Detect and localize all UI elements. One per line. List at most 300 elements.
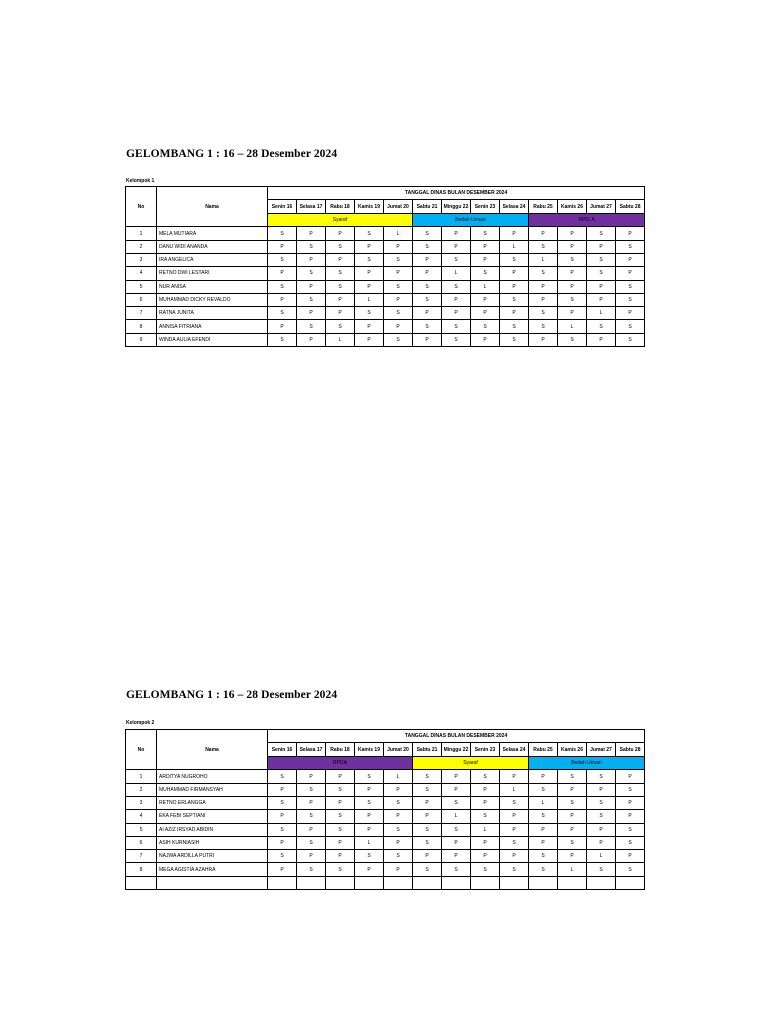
row-name: MEGA AGISTIA AZAHRA: [157, 863, 268, 876]
shift-cell: S: [297, 240, 326, 253]
shift-cell: S: [529, 783, 558, 796]
header-day: Selasa 24: [500, 200, 529, 214]
header-no: No: [126, 187, 157, 227]
shift-cell: S: [297, 320, 326, 333]
shift-cell: P: [413, 307, 442, 320]
shift-cell: S: [413, 293, 442, 306]
shift-cell: [384, 876, 413, 889]
shift-cell: P: [587, 333, 616, 346]
row-name: AI AZIZ IRSYAD ABIDIN: [157, 823, 268, 836]
shift-cell: S: [326, 320, 355, 333]
shift-cell: S: [587, 267, 616, 280]
shift-cell: P: [355, 267, 384, 280]
header-day: Selasa 17: [297, 743, 326, 757]
table-row: [126, 307, 645, 320]
row-name: RATNA JUNITA: [157, 307, 268, 320]
shift-cell: P: [558, 267, 587, 280]
shift-cell: P: [529, 823, 558, 836]
shift-cell: P: [500, 227, 529, 240]
row-name: ANNISA FITRIANA: [157, 320, 268, 333]
row-name: IRA ANGELICA: [157, 253, 268, 266]
table-row: [126, 227, 645, 240]
shift-cell: P: [558, 240, 587, 253]
shift-cell: S: [529, 810, 558, 823]
shift-cell: P: [471, 293, 500, 306]
shift-cell: S: [442, 333, 471, 346]
shift-cell: P: [355, 280, 384, 293]
shift-cell: S: [413, 863, 442, 876]
shift-cell: S: [355, 227, 384, 240]
row-no: 8: [126, 320, 157, 333]
shift-cell: P: [355, 240, 384, 253]
shift-cell: P: [616, 253, 645, 266]
row-no: 2: [126, 783, 157, 796]
row-no: 5: [126, 280, 157, 293]
header-day: Sabtu 21: [413, 200, 442, 214]
header-day: Minggu 22: [442, 743, 471, 757]
header-day: Sabtu 28: [616, 743, 645, 757]
shift-cell: S: [587, 320, 616, 333]
shift-cell: P: [442, 293, 471, 306]
shift-cell: S: [500, 333, 529, 346]
table-row: [126, 863, 645, 876]
shift-cell: S: [268, 280, 297, 293]
table-row: [126, 253, 645, 266]
shift-cell: P: [442, 770, 471, 783]
shift-cell: P: [326, 307, 355, 320]
shift-cell: [529, 876, 558, 889]
shift-cell: P: [442, 307, 471, 320]
shift-cell: S: [297, 836, 326, 849]
shift-cell: L: [529, 253, 558, 266]
shift-cell: L: [384, 227, 413, 240]
shift-cell: S: [471, 863, 500, 876]
header-day: Jumat 20: [384, 743, 413, 757]
header-day: Rabu 18: [326, 200, 355, 214]
shift-cell: P: [616, 307, 645, 320]
shift-cell: L: [355, 836, 384, 849]
shift-cell: S: [616, 293, 645, 306]
shift-cell: P: [529, 293, 558, 306]
header-row: [126, 730, 645, 743]
shift-cell: [326, 876, 355, 889]
shift-cell: S: [616, 280, 645, 293]
header-day: Senin 16: [268, 200, 297, 214]
shift-cell: [297, 876, 326, 889]
shift-cell: S: [529, 240, 558, 253]
shift-cell: S: [355, 770, 384, 783]
row-no: 3: [126, 253, 157, 266]
header-name: Nama: [157, 187, 268, 227]
shift-cell: S: [268, 253, 297, 266]
shift-cell: P: [413, 267, 442, 280]
shift-cell: L: [355, 293, 384, 306]
shift-cell: [500, 876, 529, 889]
shift-cell: S: [297, 783, 326, 796]
shift-cell: P: [297, 333, 326, 346]
shift-cell: P: [616, 267, 645, 280]
shift-cell: P: [297, 770, 326, 783]
shift-cell: S: [297, 810, 326, 823]
unit-band: Syaraf: [413, 757, 529, 770]
shift-cell: L: [500, 240, 529, 253]
shift-cell: S: [558, 836, 587, 849]
row-no: 1: [126, 227, 157, 240]
shift-cell: S: [355, 850, 384, 863]
shift-cell: P: [268, 783, 297, 796]
shift-cell: P: [587, 293, 616, 306]
row-name: EKA FEBI SEPTIANI: [157, 810, 268, 823]
header-day: Minggu 22: [442, 200, 471, 214]
unit-band: Bedah Umum: [413, 214, 529, 227]
table-row: [126, 783, 645, 796]
shift-cell: S: [326, 810, 355, 823]
shift-cell: P: [268, 810, 297, 823]
shift-cell: S: [529, 850, 558, 863]
shift-cell: S: [471, 267, 500, 280]
header-day: Senin 23: [471, 743, 500, 757]
header-day: Kamis 19: [355, 743, 384, 757]
shift-cell: P: [616, 227, 645, 240]
shift-cell: S: [587, 227, 616, 240]
shift-cell: S: [413, 240, 442, 253]
shift-cell: S: [384, 823, 413, 836]
shift-cell: S: [442, 823, 471, 836]
shift-cell: S: [442, 320, 471, 333]
shift-cell: P: [355, 783, 384, 796]
header-day: Selasa 24: [500, 743, 529, 757]
row-no: 4: [126, 267, 157, 280]
header-row: [126, 187, 645, 200]
shift-cell: S: [529, 863, 558, 876]
shift-cell: S: [326, 240, 355, 253]
shift-cell: P: [616, 810, 645, 823]
shift-cell: P: [471, 796, 500, 809]
header-day: Rabu 25: [529, 200, 558, 214]
shift-cell: P: [529, 836, 558, 849]
shift-cell: S: [326, 280, 355, 293]
roster-table: [125, 729, 645, 890]
table-row: [126, 240, 645, 253]
row-no: 5: [126, 823, 157, 836]
shift-cell: [616, 876, 645, 889]
shift-cell: S: [326, 863, 355, 876]
shift-cell: S: [558, 333, 587, 346]
shift-cell: S: [587, 796, 616, 809]
shift-cell: S: [558, 293, 587, 306]
shift-cell: P: [442, 836, 471, 849]
shift-cell: S: [413, 320, 442, 333]
shift-cell: P: [587, 823, 616, 836]
table-row: [126, 293, 645, 306]
shift-cell: S: [268, 333, 297, 346]
shift-cell: P: [587, 240, 616, 253]
shift-cell: P: [384, 293, 413, 306]
shift-cell: S: [558, 770, 587, 783]
shift-cell: S: [413, 227, 442, 240]
shift-cell: P: [442, 850, 471, 863]
row-name: MELA MUTIARA: [157, 227, 268, 240]
shift-cell: P: [587, 783, 616, 796]
header-day: Kamis 26: [558, 743, 587, 757]
shift-cell: P: [384, 320, 413, 333]
shift-cell: P: [297, 823, 326, 836]
table-row: [126, 850, 645, 863]
shift-cell: S: [268, 796, 297, 809]
shift-cell: P: [413, 333, 442, 346]
row-name: NUR ANISA: [157, 280, 268, 293]
shift-cell: P: [268, 320, 297, 333]
header-day: Senin 16: [268, 743, 297, 757]
shift-cell: L: [558, 863, 587, 876]
shift-cell: S: [384, 307, 413, 320]
shift-cell: P: [471, 783, 500, 796]
shift-cell: P: [326, 770, 355, 783]
shift-cell: S: [558, 796, 587, 809]
table-row: [126, 770, 645, 783]
shift-cell: S: [355, 307, 384, 320]
shift-cell: P: [558, 307, 587, 320]
shift-cell: P: [500, 267, 529, 280]
shift-cell: P: [413, 850, 442, 863]
shift-cell: S: [471, 320, 500, 333]
row-name: MUHAMMAD DICKY REVALDO: [157, 293, 268, 306]
shift-cell: S: [529, 320, 558, 333]
shift-cell: S: [500, 293, 529, 306]
shift-cell: S: [355, 253, 384, 266]
shift-cell: P: [297, 850, 326, 863]
section-title: GELOMBANG 1 : 16 – 28 Desember 2024: [126, 689, 338, 701]
shift-cell: S: [413, 823, 442, 836]
shift-cell: S: [326, 267, 355, 280]
shift-cell: P: [384, 240, 413, 253]
shift-cell: [355, 876, 384, 889]
shift-cell: S: [616, 823, 645, 836]
shift-cell: S: [471, 227, 500, 240]
shift-cell: S: [297, 267, 326, 280]
shift-cell: P: [384, 810, 413, 823]
shift-cell: P: [529, 333, 558, 346]
shift-cell: P: [471, 850, 500, 863]
shift-cell: S: [471, 810, 500, 823]
shift-cell: S: [268, 307, 297, 320]
shift-cell: P: [297, 796, 326, 809]
shift-cell: S: [413, 280, 442, 293]
shift-cell: P: [268, 836, 297, 849]
shift-cell: P: [297, 280, 326, 293]
table-row: [126, 810, 645, 823]
row-name: NAJWA ARDILLA PUTRI: [157, 850, 268, 863]
shift-cell: S: [616, 240, 645, 253]
shift-cell: L: [587, 307, 616, 320]
shift-cell: L: [529, 796, 558, 809]
shift-cell: P: [616, 850, 645, 863]
table-row: [126, 320, 645, 333]
header-day: Sabtu 21: [413, 743, 442, 757]
shift-cell: L: [384, 770, 413, 783]
shift-cell: P: [558, 850, 587, 863]
shift-cell: L: [500, 783, 529, 796]
shift-cell: S: [384, 333, 413, 346]
shift-cell: S: [268, 850, 297, 863]
header-name: Nama: [157, 730, 268, 770]
shift-cell: L: [442, 810, 471, 823]
row-name: DANU WIDI ANANDA: [157, 240, 268, 253]
shift-cell: P: [384, 267, 413, 280]
shift-cell: S: [616, 320, 645, 333]
row-no: 1: [126, 770, 157, 783]
shift-cell: S: [442, 280, 471, 293]
shift-cell: P: [326, 253, 355, 266]
shift-cell: P: [413, 796, 442, 809]
shift-cell: S: [355, 796, 384, 809]
shift-cell: S: [587, 770, 616, 783]
row-no: [126, 876, 157, 889]
row-name: WINDA AULIA EFENDI: [157, 333, 268, 346]
shift-cell: P: [558, 280, 587, 293]
shift-cell: S: [326, 823, 355, 836]
shift-cell: S: [529, 267, 558, 280]
row-name: ARDITYA NUGROHO: [157, 770, 268, 783]
shift-cell: S: [500, 836, 529, 849]
shift-cell: S: [500, 320, 529, 333]
shift-cell: [442, 876, 471, 889]
shift-cell: S: [442, 796, 471, 809]
shift-cell: P: [326, 836, 355, 849]
row-no: 8: [126, 863, 157, 876]
shift-cell: S: [616, 836, 645, 849]
shift-cell: [587, 876, 616, 889]
shift-cell: P: [587, 836, 616, 849]
shift-cell: P: [558, 810, 587, 823]
unit-band: RPD. A: [529, 214, 645, 227]
section-title: GELOMBANG 1 : 16 – 28 Desember 2024: [126, 148, 338, 160]
shift-cell: S: [384, 796, 413, 809]
shift-cell: [413, 876, 442, 889]
shift-cell: S: [616, 863, 645, 876]
shift-cell: S: [326, 783, 355, 796]
row-no: 7: [126, 850, 157, 863]
shift-cell: P: [500, 307, 529, 320]
shift-cell: P: [500, 823, 529, 836]
shift-cell: S: [500, 796, 529, 809]
shift-cell: P: [268, 240, 297, 253]
shift-cell: P: [500, 850, 529, 863]
header-day: Jumat 27: [587, 743, 616, 757]
shift-cell: P: [355, 320, 384, 333]
shift-cell: P: [355, 863, 384, 876]
shift-cell: S: [616, 783, 645, 796]
shift-cell: P: [355, 810, 384, 823]
shift-cell: P: [413, 810, 442, 823]
header-date-range: TANGGAL DINAS BULAN DESEMBER 2024: [268, 187, 645, 200]
row-no: 4: [126, 810, 157, 823]
shift-cell: S: [529, 307, 558, 320]
header-day: Jumat 20: [384, 200, 413, 214]
shift-cell: P: [442, 227, 471, 240]
header-no: No: [126, 730, 157, 770]
table-row: [126, 823, 645, 836]
shift-cell: [471, 876, 500, 889]
header-day: Rabu 18: [326, 743, 355, 757]
shift-cell: P: [500, 770, 529, 783]
row-no: 6: [126, 836, 157, 849]
table-row: [126, 796, 645, 809]
shift-cell: S: [268, 227, 297, 240]
shift-cell: P: [500, 280, 529, 293]
shift-cell: S: [442, 863, 471, 876]
roster-table: [125, 186, 645, 347]
shift-cell: S: [442, 253, 471, 266]
shift-cell: S: [500, 253, 529, 266]
shift-cell: P: [616, 770, 645, 783]
unit-band: RPDA: [268, 757, 413, 770]
table-row: [126, 333, 645, 346]
shift-cell: P: [442, 240, 471, 253]
shift-cell: P: [616, 796, 645, 809]
shift-cell: P: [297, 227, 326, 240]
shift-cell: S: [471, 770, 500, 783]
shift-cell: [558, 876, 587, 889]
shift-cell: P: [355, 333, 384, 346]
row-name: ASIH KURNIASIH: [157, 836, 268, 849]
unit-band: Bedah Umum: [529, 757, 645, 770]
shift-cell: P: [297, 307, 326, 320]
shift-cell: S: [413, 783, 442, 796]
shift-cell: S: [587, 253, 616, 266]
row-name: [157, 876, 268, 889]
header-day: Sabtu 28: [616, 200, 645, 214]
shift-cell: L: [471, 823, 500, 836]
shift-cell: P: [558, 823, 587, 836]
shift-cell: P: [500, 810, 529, 823]
shift-cell: P: [587, 280, 616, 293]
header-day: Rabu 25: [529, 743, 558, 757]
row-name: RETNO DWI LESTARI: [157, 267, 268, 280]
row-no: 7: [126, 307, 157, 320]
shift-cell: P: [471, 307, 500, 320]
header-date-range: TANGGAL DINAS BULAN DESEMBER 2024: [268, 730, 645, 743]
shift-cell: P: [326, 227, 355, 240]
shift-cell: P: [558, 783, 587, 796]
header-day: Jumat 27: [587, 200, 616, 214]
shift-cell: P: [384, 863, 413, 876]
shift-cell: S: [587, 863, 616, 876]
shift-cell: P: [471, 333, 500, 346]
shift-cell: S: [268, 823, 297, 836]
header-day: Selasa 17: [297, 200, 326, 214]
shift-cell: P: [297, 253, 326, 266]
shift-cell: S: [297, 863, 326, 876]
shift-cell: P: [442, 783, 471, 796]
group-label: Kelompok 2: [126, 720, 155, 726]
shift-cell: P: [384, 836, 413, 849]
shift-cell: P: [529, 770, 558, 783]
row-name: RETNO ERLANGGA: [157, 796, 268, 809]
shift-cell: L: [442, 267, 471, 280]
shift-cell: S: [384, 253, 413, 266]
shift-cell: P: [529, 280, 558, 293]
table-row: [126, 876, 645, 889]
shift-cell: L: [326, 333, 355, 346]
shift-cell: P: [326, 850, 355, 863]
shift-cell: S: [587, 810, 616, 823]
shift-cell: P: [268, 863, 297, 876]
shift-cell: P: [384, 783, 413, 796]
shift-cell: L: [587, 850, 616, 863]
table-row: [126, 267, 645, 280]
shift-cell: S: [384, 280, 413, 293]
